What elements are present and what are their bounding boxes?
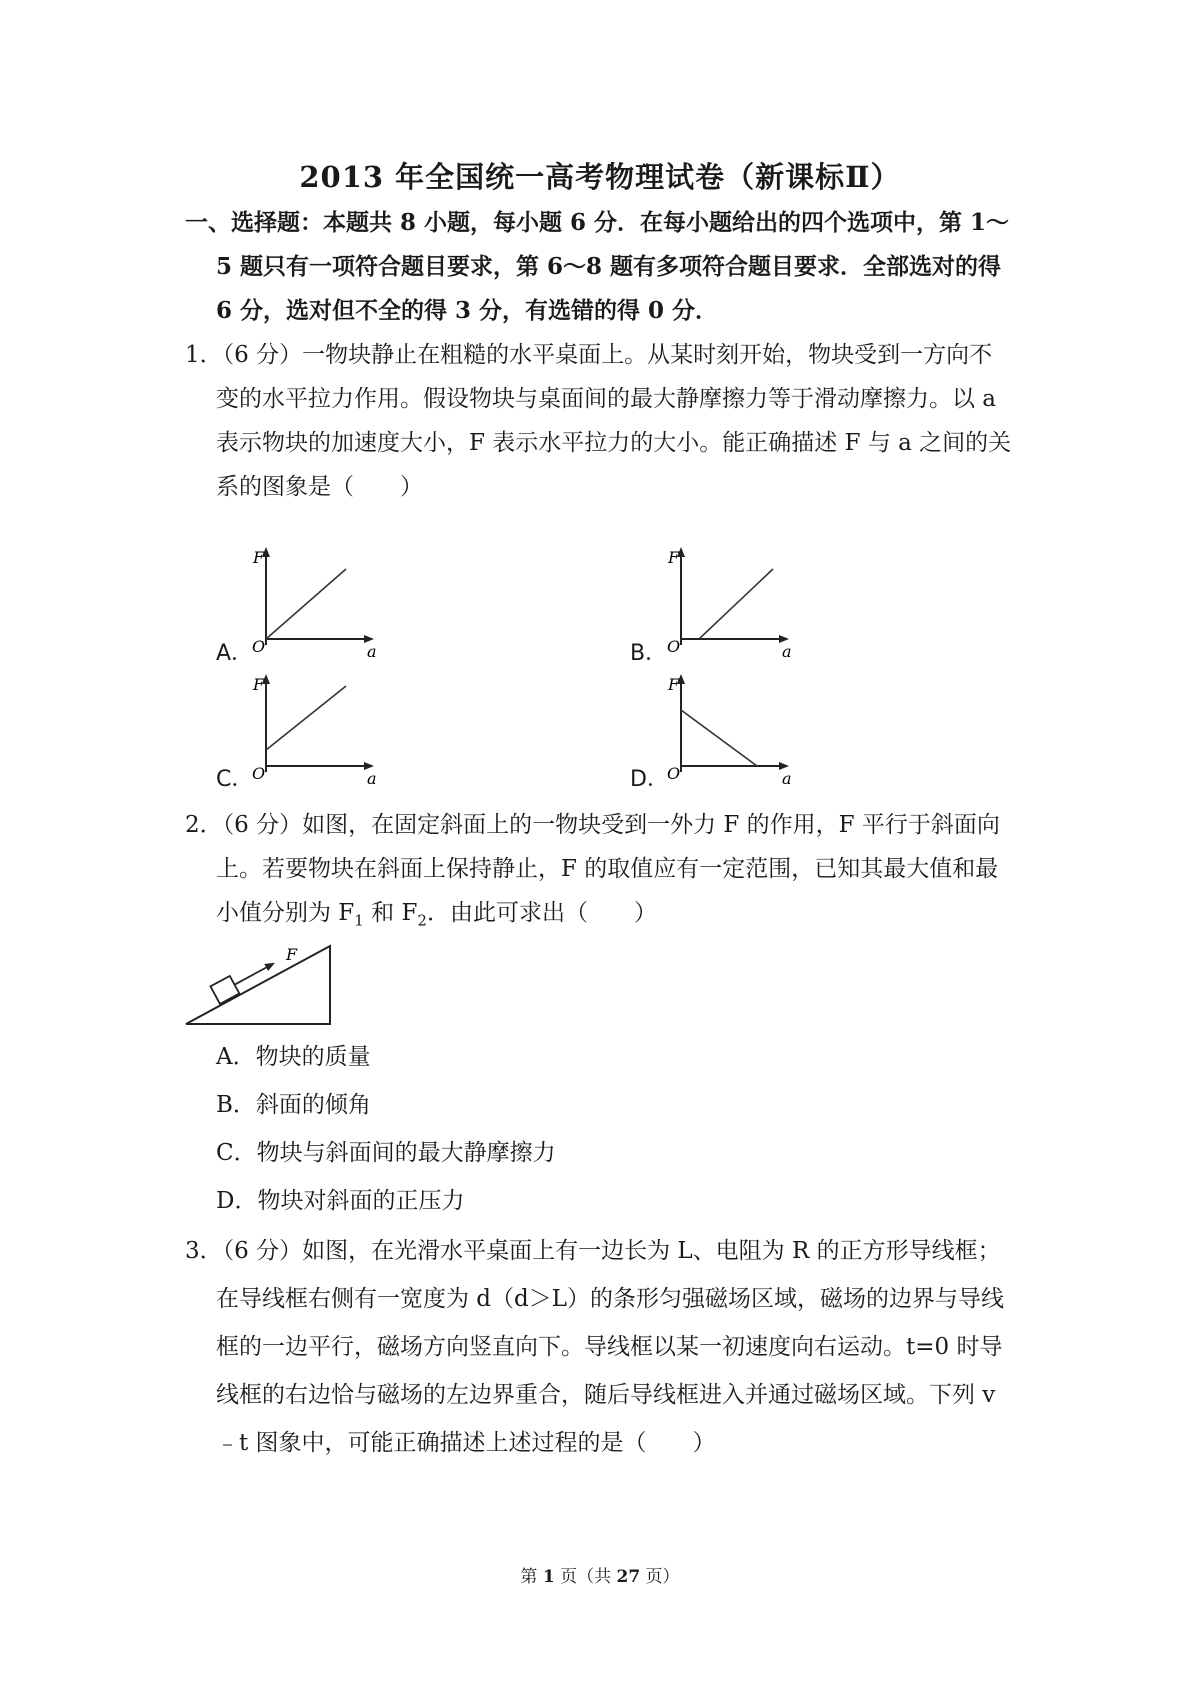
q3-line-4: 线框的右边恰与磁场的左边界重合，随后导线框进入并通过磁场区域。下列 v [216, 1382, 996, 1408]
q1-line-1: 1．（6 分）一物块静止在粗糙的水平桌面上。从某时刻开始，物块受到一方向不 [185, 342, 993, 368]
graph-line [681, 710, 757, 766]
q1-graph-d [665, 672, 795, 787]
q2-line-2: 上。若要物块在斜面上保持静止，F 的取值应有一定范围，已知其最大值和最 [216, 856, 999, 882]
y-axis-label: F [668, 548, 680, 567]
q1-graph-a [250, 545, 380, 660]
y-axis-label: F [253, 675, 265, 694]
section-header-line-3: 6 分，选对但不全的得 3 分，有选错的得 0 分． [216, 297, 719, 324]
section-header-line-2: 5 题只有一项符合题目要求，第 6～8 题有多项符合题目要求．全部选对的得 [216, 253, 1002, 280]
footer-total-pages: 27 [616, 1567, 641, 1587]
x-axis-label: a [782, 642, 792, 660]
incline-triangle [186, 946, 330, 1024]
q1-option-c-label: C． [216, 767, 254, 792]
q3-line-5: ﹣t 图象中，可能正确描述上述过程的是（ ） [216, 1430, 716, 1456]
origin-label: O [252, 764, 266, 783]
origin-label: O [667, 637, 681, 656]
x-axis-label: a [782, 769, 792, 787]
q1-line-3: 表示物块的加速度大小，F 表示水平拉力的大小。能正确描述 F 与 a 之间的关 [216, 430, 1012, 456]
q1-graph-c [250, 672, 380, 787]
y-axis-label: F [668, 675, 680, 694]
q1-option-a-label: A． [216, 641, 254, 666]
block [210, 976, 239, 1004]
q2-line-3-pre: 小值分别为 F [216, 900, 355, 926]
q2-subscript-1: 1 [354, 911, 364, 930]
q2-choice-b: B．斜面的倾角 [216, 1092, 371, 1118]
origin-label: O [667, 764, 681, 783]
y-axis-label: F [253, 548, 265, 567]
footer-page-number: 1 [542, 1567, 555, 1587]
x-axis-label: a [367, 769, 377, 787]
q3-line-2: 在导线框右侧有一宽度为 d（d＞L）的条形匀强磁场区域，磁场的边界与导线 [216, 1286, 1005, 1312]
q1-line-4: 系的图象是（ ） [216, 474, 423, 500]
q2-line-3-mid: 和 F [363, 900, 418, 926]
footer-pre: 第 [520, 1567, 543, 1587]
q1-graph-b [665, 545, 795, 660]
section-header-line-1: 一、选择题：本题共 8 小题，每小题 6 分．在每小题给出的四个选项中，第 1～ [185, 209, 1010, 236]
q2-line-3-post: ．由此可求出（ ） [426, 900, 657, 926]
q1-option-d-label: D． [630, 767, 669, 792]
q2-choice-d: D．物块对斜面的正压力 [216, 1188, 465, 1214]
origin-label: O [252, 637, 266, 656]
q2-choice-c: C．物块与斜面间的最大静摩擦力 [216, 1140, 556, 1166]
q2-choice-a: A．物块的质量 [216, 1044, 371, 1070]
q2-line-1: 2．（6 分）如图，在固定斜面上的一物块受到一外力 F 的作用，F 平行于斜面向 [185, 812, 1000, 838]
q1-line-2: 变的水平拉力作用。假设物块与桌面间的最大静摩擦力等于滑动摩擦力。以 a [216, 386, 997, 412]
q2-incline-diagram [182, 938, 342, 1028]
x-axis-label: a [367, 642, 377, 660]
q2-line-3 [216, 889, 657, 945]
graph-line [266, 569, 346, 639]
q3-line-3: 框的一边平行，磁场方向竖直向下。导线框以某一初速度向右运动。t=0 时导 [216, 1334, 1003, 1360]
force-arrow-head [264, 959, 277, 971]
page-title: 2013 年全国统一高考物理试卷（新课标Ⅱ） [299, 160, 901, 194]
force-label: F [286, 945, 298, 964]
q2-subscript-2: 2 [417, 911, 427, 930]
footer-mid: 页（共 [554, 1567, 617, 1587]
page-footer [0, 1562, 1200, 1587]
q1-option-b-label: B． [630, 641, 668, 666]
graph-line [699, 569, 773, 639]
q3-line-1: 3．（6 分）如图，在光滑水平桌面上有一边长为 L、电阻为 R 的正方形导线框； [185, 1238, 1001, 1264]
graph-line [266, 686, 346, 750]
footer-post: 页） [640, 1567, 680, 1587]
